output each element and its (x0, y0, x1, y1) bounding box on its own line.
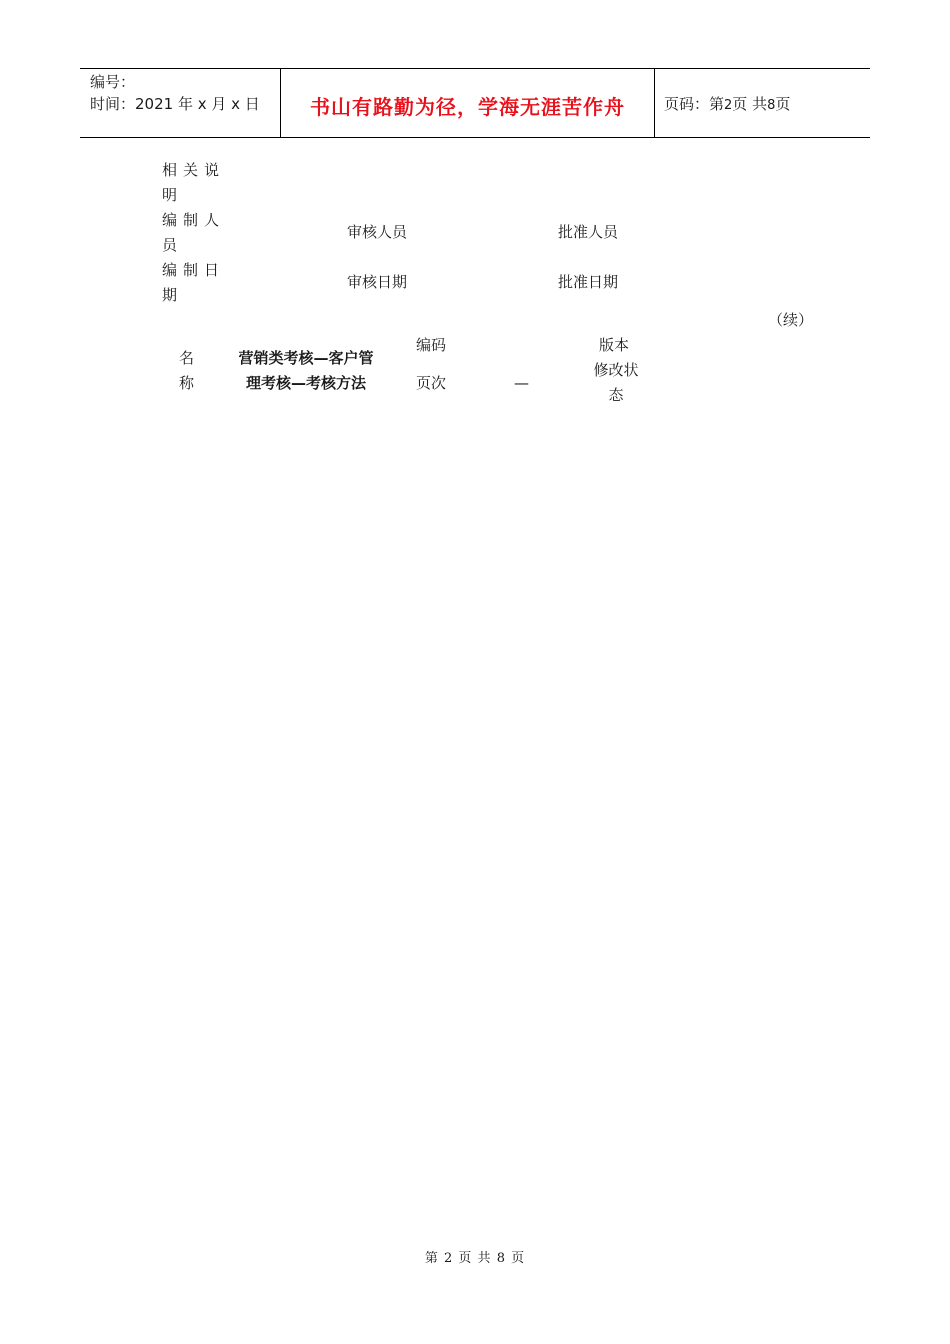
reviewer-label: 审核人员 (347, 223, 408, 241)
revision-status-label: 修改状 态 (593, 361, 639, 404)
related-notes-label: 相关说 明 (162, 161, 226, 204)
page-header (80, 68, 870, 138)
page-footer: 第 2 页 共 8 页 (424, 1251, 526, 1266)
compile-date-label: 编制日 期 (162, 261, 226, 304)
approver-label: 批准人员 (558, 223, 619, 241)
pages-value: — (514, 374, 529, 392)
page-suffix: 页 (775, 95, 791, 113)
header-page-info (664, 93, 790, 114)
name-label: 名 称 (179, 349, 195, 392)
page-prefix: 页码：第 (664, 95, 725, 113)
approve-date-label: 批准日期 (558, 273, 619, 291)
continued-label: （续） (768, 311, 814, 329)
document-title: 营销类考核—客户管 理考核—考核方法 (238, 349, 374, 392)
page-current: 2 (724, 98, 733, 113)
document-time-label: 时间：2021 年 x 月 x 日 (90, 95, 260, 113)
pages-label: 页次 (416, 374, 447, 392)
header-meta (90, 71, 260, 115)
compiler-label: 编制人 员 (162, 211, 226, 254)
review-date-label: 审核日期 (347, 273, 408, 291)
code-label: 编码 (416, 336, 447, 354)
page-mid: 页 共 (732, 95, 768, 113)
version-label: 版本 (599, 336, 630, 354)
header-motto: 书山有路勤为径，学海无涯苦作舟 (310, 95, 625, 119)
document-number-label: 编号： (90, 73, 136, 91)
page-total: 8 (767, 98, 776, 113)
